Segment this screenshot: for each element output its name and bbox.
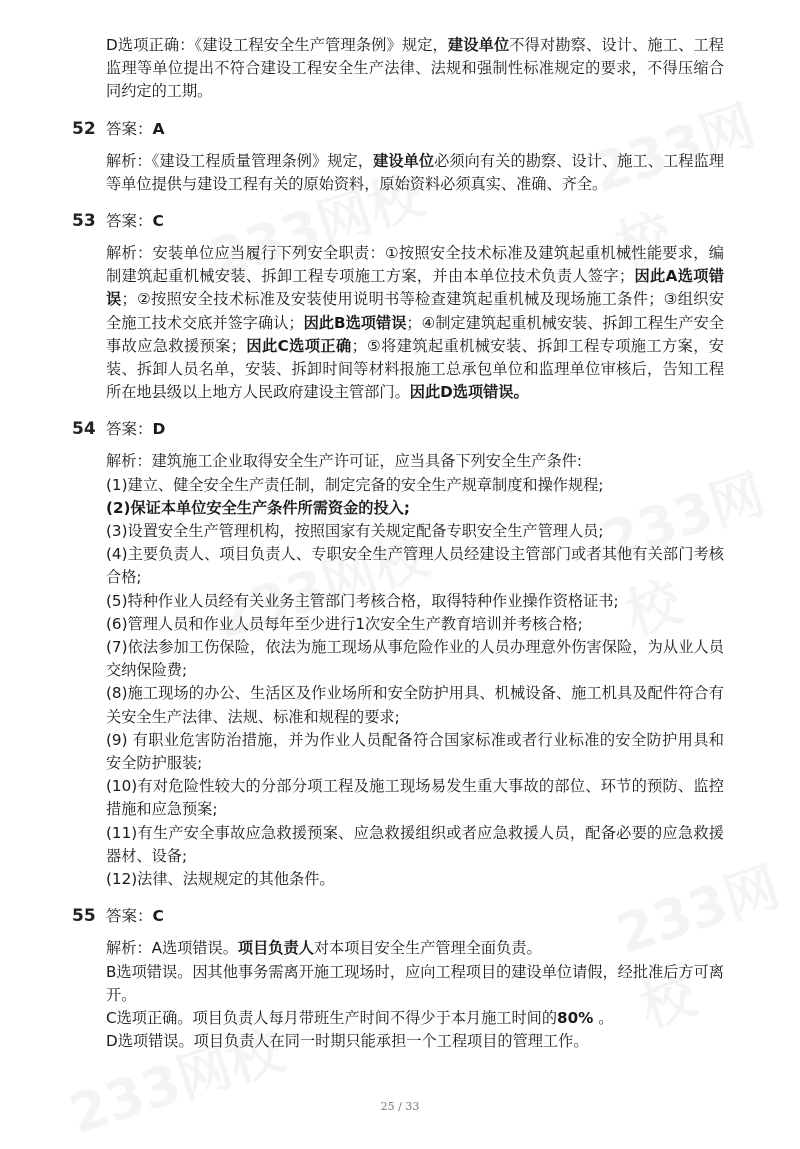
question-54-header xyxy=(0,414,800,444)
question-number: 55 xyxy=(72,906,96,927)
intro-paragraph: D选项正确：《建设工程安全生产管理条例》规定，建设单位不得对勘察、设计、施工、工程监理等单位提出不符合建设工程安全生产法律、法规和强制性标准规定的要求，不得压缩合同约定的工期。 xyxy=(106,36,724,101)
answer-value: A xyxy=(152,119,165,138)
list-item: (5)特种作业人员经有关业务主管部门考核合格，取得特种作业操作资格证书; xyxy=(106,591,619,610)
answer-line: 答案：C xyxy=(106,212,164,231)
list-item: (6)管理人员和作业人员每年至少进行1次安全生产教育培训并考核合格; xyxy=(106,614,583,633)
option-a-line: 解析：A选项错误。项目负责人对本项目安全生产管理全面负责。 xyxy=(106,939,542,958)
list-item: (8)施工现场的办公、生活区及作业场所和安全防护用具、机械设备、施工机具及配件符合有关安全生产法律、法规、标准和规程的要求; xyxy=(106,684,724,726)
option-b-line: B选项错误。因其他事务需离开施工现场时，应向工程项目的建设单位请假，经批准后方可离开。 xyxy=(106,962,724,1004)
answer-value: C xyxy=(152,212,164,231)
option-d-line: D选项错误。项目负责人在同一时期只能承担一个工程项目的管理工作。 xyxy=(106,1032,589,1051)
list-item: (3)设置安全生产管理机构，按照国家有关规定配备专职安全生产管理人员; xyxy=(106,522,604,541)
answer-line: 答案：A xyxy=(106,119,165,138)
question-52-analysis: 解析：《建设工程质量管理条例》规定，建设单位必须向有关的勘察、设计、施工、工程监理等单位提供与建设工程有关的原始资料，原始资料必须真实、准确、齐全。 xyxy=(106,151,725,193)
list-item: (7)依法参加工伤保险，依法为施工现场从事危险作业的人员办理意外伤害保险，为从业人员交纳保险费; xyxy=(106,638,724,680)
list-item: (1)建立、健全安全生产责任制，制定完备的安全生产规章制度和操作规程; xyxy=(106,475,604,494)
answer-value: D xyxy=(152,420,166,439)
question-54-analysis xyxy=(106,450,724,891)
question-52-header xyxy=(0,114,800,144)
question-53-analysis: 解析：安装单位应当履行下列安全职责：①按照安全技术标准及建筑起重机械性能要求，编制建筑起重机械安装、拆卸工程专项施工方案，并由本单位技术负责人签字；因此A选项错误；②按照安全技术标准及安装使用说明书等检查建筑起重机械及现场施工条件；③组织安全施工技术交底并签字确认；因此B选项错误；④制定建筑起重机械安装、拆卸工程生产安全事故应急救援预案；因此C选项正确；⑤将建筑起重机械安装、拆卸工程专项施工方案，安装、拆卸人员名单，安装、拆卸时间等材料报施工总承包单位和监理单位审核后，告知工程所在地县级以上地方人民政府建设主管部门。因此D选项错误。 xyxy=(106,244,725,402)
intro-block xyxy=(106,34,724,104)
answer-line: 答案：C xyxy=(106,907,164,926)
question-number: 53 xyxy=(72,211,96,232)
page-footer: 25 / 33 xyxy=(380,1100,420,1113)
list-item: (10)有对危险性较大的分部分项工程及施工现场易发生重大事故的部位、环节的预防、监控措施和应急预案; xyxy=(106,777,724,819)
list-item: (12)法律、法规规定的其他条件。 xyxy=(106,870,335,889)
option-c-line: C选项正确。项目负责人每月带班生产时间不得少于本月施工时间的80% 。 xyxy=(106,1008,614,1027)
question-55-header xyxy=(0,901,800,931)
list-item: (9) 有职业危害防治措施，并为作业人员配备符合国家标准或者行业标准的安全防护用具和安全防护服装; xyxy=(106,730,724,773)
answer-value: C xyxy=(152,907,164,926)
question-number: 54 xyxy=(72,419,96,440)
page-total: 33 xyxy=(405,1100,420,1113)
question-55-analysis xyxy=(106,937,724,1053)
list-item: (2)保证本单位安全生产条件所需资金的投入; xyxy=(106,498,410,517)
analysis-intro: 解析：建筑施工企业取得安全生产许可证，应当具备下列安全生产条件: xyxy=(106,452,582,471)
question-53-header xyxy=(0,206,800,236)
page-number: 25 xyxy=(380,1100,395,1113)
list-item: (11)有生产安全事故应急救援预案、应急救援组织或者应急救援人员，配备必要的应急救援器材、设备; xyxy=(106,823,724,865)
list-item: (4)主要负责人、项目负责人、专职安全生产管理人员经建设主管部门或者其他有关部门考核合格; xyxy=(106,545,724,587)
answer-line: 答案：D xyxy=(106,420,166,439)
question-number: 52 xyxy=(72,118,96,139)
